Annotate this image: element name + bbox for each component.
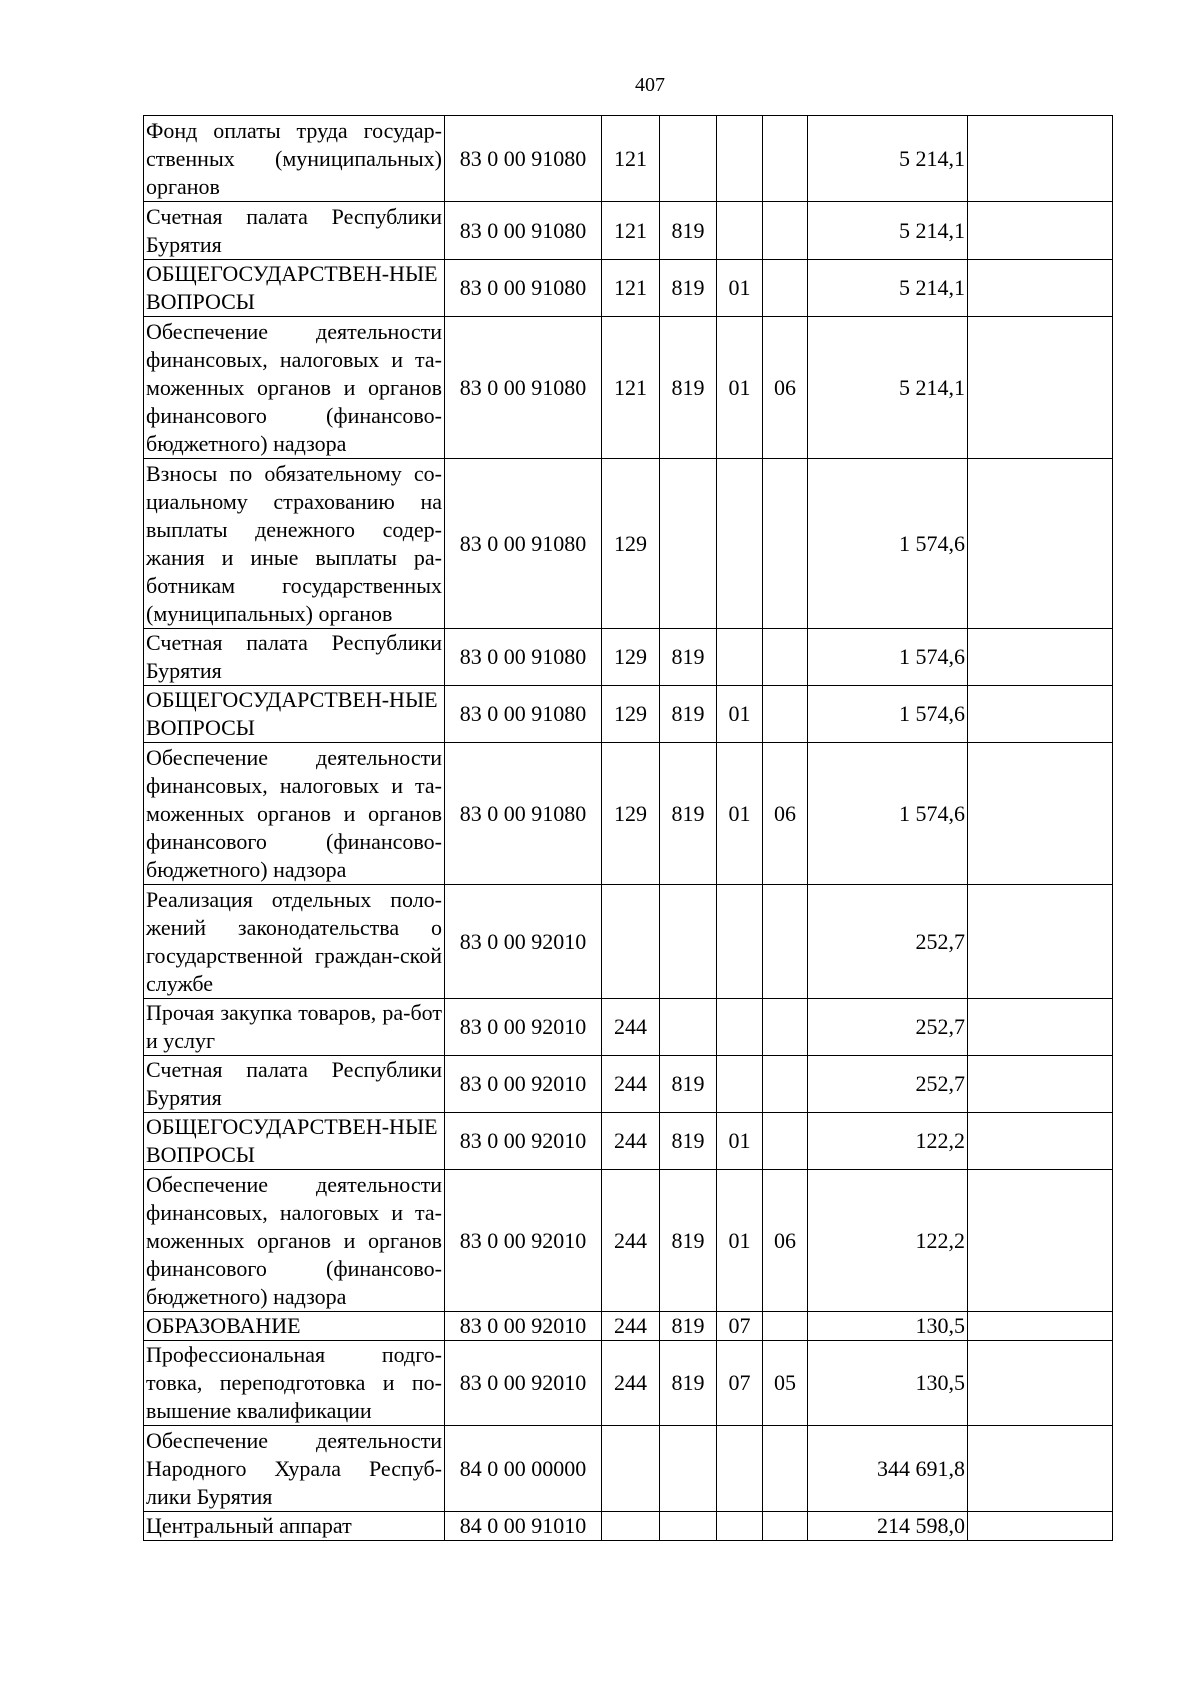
- row-extra: [968, 999, 1113, 1056]
- row-rz: [717, 1512, 763, 1541]
- row-extra: [968, 1056, 1113, 1113]
- row-rz: 01: [717, 1113, 763, 1170]
- row-code: 83 0 00 91080: [445, 116, 602, 202]
- row-grbs: [660, 999, 717, 1056]
- row-name: Обеспечение деятельности финансовых, налоговых и та-моженных органов и органов финансового (финансово-бюджетного) надзора: [144, 743, 445, 885]
- row-grbs: 819: [660, 260, 717, 317]
- table-row: [144, 686, 1113, 743]
- row-rz: [717, 202, 763, 260]
- row-vr: [602, 1426, 660, 1512]
- row-vr: 244: [602, 1341, 660, 1426]
- row-rz: 01: [717, 686, 763, 743]
- row-extra: [968, 1312, 1113, 1341]
- row-code: 83 0 00 92010: [445, 1312, 602, 1341]
- table-row: [144, 116, 1113, 202]
- row-name: ОБРАЗОВАНИЕ: [144, 1312, 445, 1341]
- row-code: 83 0 00 92010: [445, 1170, 602, 1312]
- table-row: [144, 999, 1113, 1056]
- row-grbs: 819: [660, 1113, 717, 1170]
- row-grbs: [660, 1426, 717, 1512]
- row-pr: [763, 116, 808, 202]
- row-pr: [763, 202, 808, 260]
- row-name: Счетная палата Республики Бурятия: [144, 629, 445, 686]
- row-code: 83 0 00 92010: [445, 1113, 602, 1170]
- row-vr: 244: [602, 1312, 660, 1341]
- table-row: [144, 459, 1113, 629]
- table-row: [144, 1170, 1113, 1312]
- row-code: 83 0 00 92010: [445, 885, 602, 999]
- row-grbs: [660, 459, 717, 629]
- row-name: Обеспечение деятельности финансовых, налоговых и та-моженных органов и органов финансового (финансово-бюджетного) надзора: [144, 1170, 445, 1312]
- page-number: 407: [635, 74, 665, 96]
- row-grbs: 819: [660, 1341, 717, 1426]
- row-name: Центральный аппарат: [144, 1512, 445, 1541]
- row-grbs: 819: [660, 629, 717, 686]
- table-row: [144, 260, 1113, 317]
- row-extra: [968, 260, 1113, 317]
- row-name: ОБЩЕГОСУДАРСТВЕН-НЫЕ ВОПРОСЫ: [144, 686, 445, 743]
- row-pr: [763, 459, 808, 629]
- row-amount: 252,7: [808, 1056, 968, 1113]
- row-grbs: 819: [660, 1312, 717, 1341]
- row-pr: [763, 999, 808, 1056]
- row-grbs: [660, 116, 717, 202]
- table-row: [144, 885, 1113, 999]
- budget-table: [143, 115, 1113, 1541]
- row-code: 83 0 00 92010: [445, 1341, 602, 1426]
- row-amount: 344 691,8: [808, 1426, 968, 1512]
- row-grbs: 819: [660, 202, 717, 260]
- row-name: Обеспечение деятельности финансовых, налоговых и та-моженных органов и органов финансового (финансово-бюджетного) надзора: [144, 317, 445, 459]
- row-grbs: 819: [660, 686, 717, 743]
- row-rz: [717, 1426, 763, 1512]
- row-pr: [763, 1056, 808, 1113]
- row-vr: [602, 1512, 660, 1541]
- row-extra: [968, 459, 1113, 629]
- table-row: [144, 1113, 1113, 1170]
- row-name: ОБЩЕГОСУДАРСТВЕН-НЫЕ ВОПРОСЫ: [144, 260, 445, 317]
- row-extra: [968, 686, 1113, 743]
- row-amount: 1 574,6: [808, 686, 968, 743]
- row-amount: 5 214,1: [808, 317, 968, 459]
- row-code: 83 0 00 91080: [445, 260, 602, 317]
- row-extra: [968, 1113, 1113, 1170]
- row-code: 83 0 00 91080: [445, 459, 602, 629]
- row-rz: [717, 459, 763, 629]
- row-vr: 244: [602, 1170, 660, 1312]
- row-extra: [968, 743, 1113, 885]
- row-amount: 214 598,0: [808, 1512, 968, 1541]
- row-pr: 05: [763, 1341, 808, 1426]
- row-vr: 121: [602, 260, 660, 317]
- row-rz: 01: [717, 260, 763, 317]
- row-rz: [717, 999, 763, 1056]
- row-vr: 129: [602, 743, 660, 885]
- row-grbs: 819: [660, 1056, 717, 1113]
- row-pr: [763, 1512, 808, 1541]
- table-row: [144, 1312, 1113, 1341]
- row-code: 84 0 00 00000: [445, 1426, 602, 1512]
- row-extra: [968, 1426, 1113, 1512]
- row-rz: [717, 1056, 763, 1113]
- row-rz: 01: [717, 317, 763, 459]
- row-name: Профессиональная подго-товка, переподготовка и по-вышение квалификации: [144, 1341, 445, 1426]
- row-rz: [717, 629, 763, 686]
- row-grbs: 819: [660, 743, 717, 885]
- row-extra: [968, 1341, 1113, 1426]
- table-row: [144, 1341, 1113, 1426]
- row-extra: [968, 202, 1113, 260]
- row-name: Обеспечение деятельности Народного Хурала Респуб-лики Бурятия: [144, 1426, 445, 1512]
- row-extra: [968, 629, 1113, 686]
- row-vr: 244: [602, 1113, 660, 1170]
- row-pr: [763, 1426, 808, 1512]
- row-vr: 121: [602, 202, 660, 260]
- row-pr: [763, 686, 808, 743]
- row-code: 83 0 00 91080: [445, 202, 602, 260]
- row-code: 84 0 00 91010: [445, 1512, 602, 1541]
- row-pr: [763, 629, 808, 686]
- row-pr: [763, 260, 808, 317]
- row-extra: [968, 885, 1113, 999]
- row-vr: 121: [602, 317, 660, 459]
- row-pr: 06: [763, 1170, 808, 1312]
- table-row: [144, 743, 1113, 885]
- row-vr: 121: [602, 116, 660, 202]
- row-amount: 1 574,6: [808, 743, 968, 885]
- row-amount: 130,5: [808, 1312, 968, 1341]
- row-extra: [968, 1170, 1113, 1312]
- table-row: [144, 1426, 1113, 1512]
- row-code: 83 0 00 92010: [445, 999, 602, 1056]
- row-amount: 1 574,6: [808, 629, 968, 686]
- row-name: Фонд оплаты труда государ-ственных (муниципальных) органов: [144, 116, 445, 202]
- row-code: 83 0 00 92010: [445, 1056, 602, 1113]
- row-extra: [968, 1512, 1113, 1541]
- row-amount: 122,2: [808, 1113, 968, 1170]
- table-row: [144, 1056, 1113, 1113]
- row-vr: [602, 885, 660, 999]
- row-name: Взносы по обязательному со-циальному страхованию на выплаты денежного содер-жания и иные выплаты ра-ботникам государственных (муниципальных) органов: [144, 459, 445, 629]
- row-amount: 5 214,1: [808, 260, 968, 317]
- row-vr: 129: [602, 459, 660, 629]
- row-amount: 1 574,6: [808, 459, 968, 629]
- row-vr: 244: [602, 1056, 660, 1113]
- row-pr: [763, 1312, 808, 1341]
- table-row: [144, 1512, 1113, 1541]
- row-name: Реализация отдельных поло-жений законодательства о государственной граждан-ской службе: [144, 885, 445, 999]
- row-extra: [968, 116, 1113, 202]
- row-rz: [717, 116, 763, 202]
- row-code: 83 0 00 91080: [445, 317, 602, 459]
- row-amount: 130,5: [808, 1341, 968, 1426]
- table-row: [144, 202, 1113, 260]
- row-rz: 01: [717, 743, 763, 885]
- row-pr: 06: [763, 743, 808, 885]
- row-amount: 5 214,1: [808, 202, 968, 260]
- row-name: Счетная палата Республики Бурятия: [144, 1056, 445, 1113]
- row-amount: 5 214,1: [808, 116, 968, 202]
- row-grbs: [660, 885, 717, 999]
- row-vr: 129: [602, 629, 660, 686]
- table-row: [144, 629, 1113, 686]
- row-rz: 07: [717, 1312, 763, 1341]
- row-amount: 252,7: [808, 999, 968, 1056]
- row-rz: 07: [717, 1341, 763, 1426]
- table-row: [144, 317, 1113, 459]
- row-grbs: 819: [660, 317, 717, 459]
- row-vr: 244: [602, 999, 660, 1056]
- row-code: 83 0 00 91080: [445, 629, 602, 686]
- row-pr: 06: [763, 317, 808, 459]
- row-grbs: 819: [660, 1170, 717, 1312]
- row-name: ОБЩЕГОСУДАРСТВЕН-НЫЕ ВОПРОСЫ: [144, 1113, 445, 1170]
- row-pr: [763, 1113, 808, 1170]
- row-pr: [763, 885, 808, 999]
- row-code: 83 0 00 91080: [445, 743, 602, 885]
- row-code: 83 0 00 91080: [445, 686, 602, 743]
- row-rz: 01: [717, 1170, 763, 1312]
- row-vr: 129: [602, 686, 660, 743]
- row-rz: [717, 885, 763, 999]
- row-amount: 252,7: [808, 885, 968, 999]
- row-extra: [968, 317, 1113, 459]
- row-amount: 122,2: [808, 1170, 968, 1312]
- row-name: Прочая закупка товаров, ра-бот и услуг: [144, 999, 445, 1056]
- row-name: Счетная палата Республики Бурятия: [144, 202, 445, 260]
- row-grbs: [660, 1512, 717, 1541]
